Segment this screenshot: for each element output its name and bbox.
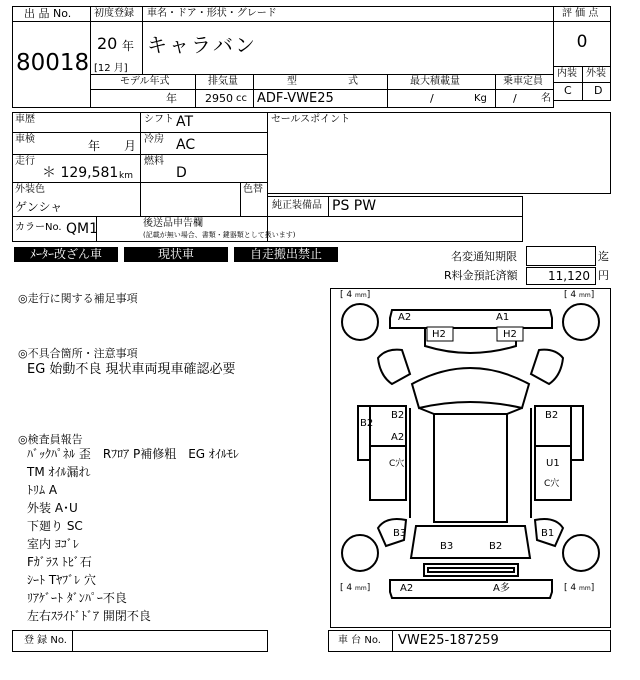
mileage-value: ＊ 129,581 — [42, 165, 119, 181]
sales-point-label: セールスポイント — [271, 114, 351, 125]
inspector-line: 左右ｽﾗｲﾄﾞﾄﾞｱ 開閉不良 — [27, 609, 151, 623]
displacement-unit: cc — [236, 93, 247, 104]
interior-label: 内装 — [557, 68, 577, 79]
mileage-unit: km — [119, 171, 133, 181]
color-no-value: QM1 — [66, 221, 99, 237]
car-name: キャラバン — [147, 33, 257, 57]
score-label: 評 価 点 — [562, 8, 599, 19]
reg-month: [12 月] — [94, 63, 128, 74]
damage-rear-center-b3: B3 — [440, 541, 454, 552]
type-label-1: 型 — [287, 76, 297, 87]
damage-left-panel-a2: A2 — [391, 432, 405, 443]
score-value: 0 — [576, 32, 588, 52]
capacity-unit: 名 — [541, 93, 551, 104]
inspector-line: ｼｰﾄ Tﾔﾌﾞﾚ 穴 — [27, 573, 96, 587]
damage-rear-center-b2: B2 — [489, 541, 503, 552]
front-fender-right — [531, 350, 563, 384]
badge-no-self-drive: 自走搬出禁止 — [234, 247, 338, 262]
damage-right-panel-c: C穴 — [544, 479, 560, 489]
ac-label: 冷房 — [144, 134, 164, 145]
tire-front-right — [563, 304, 599, 340]
first-reg-label: 初度登録 — [94, 8, 134, 19]
exterior-label: 外装 — [586, 68, 606, 79]
defects-title: ◎不具合箇所・注意事項 — [18, 347, 138, 360]
tire-depth-rear-right: [ 4 mm] — [564, 583, 595, 593]
damage-right-panel-u1: U1 — [546, 458, 560, 469]
inspector-line: TM ｵｲﾙ漏れ — [27, 465, 91, 479]
damage-rear-right-b1: B1 — [541, 528, 555, 539]
equipment-value: PS PW — [332, 198, 377, 214]
damage-left-panel-c: C穴 — [389, 459, 405, 469]
tire-rear-left — [342, 535, 378, 571]
tire-depth-front-left: [ 4 mm] — [340, 290, 371, 300]
max-load-label: 最大積載量 — [410, 76, 460, 87]
inspection-year: 年 — [88, 139, 101, 153]
badge-meter-tampered: ﾒｰﾀｰ改ざん車 — [14, 247, 118, 262]
rear-window-inner — [428, 568, 514, 572]
deadline-box — [526, 246, 596, 266]
capacity-sep: / — [513, 92, 517, 105]
lot-no-label: 出 品 No. — [24, 7, 72, 20]
defect-text: EG 始動不良 現状車両現車確認必要 — [27, 362, 236, 377]
inspector-line: ﾄﾘﾑ A — [27, 483, 58, 497]
windshield — [412, 368, 529, 408]
damage-hood-left: H2 — [432, 329, 446, 340]
rear-bumper — [390, 580, 552, 598]
max-load-sep: / — [430, 92, 434, 105]
car-name-label: 車名・ドア・形状・グレード — [147, 8, 277, 19]
recycle-label: R料金預託済額 — [444, 269, 518, 282]
docs-note: (記載が無い場合、書類・鍵器類として扱います) — [143, 231, 296, 239]
interior-grade: C — [564, 84, 572, 97]
type-label-2: 式 — [348, 76, 358, 87]
damage-front-left: A2 — [398, 312, 412, 323]
tire-depth-rear-left: [ 4 mm] — [340, 583, 371, 593]
front-fender-left — [378, 350, 410, 384]
ext-color-label: 外装色 — [15, 184, 45, 195]
right-slide-door — [535, 446, 571, 500]
ext-color-value: ゲンシャ — [15, 200, 63, 214]
inspector-line: 下廻り SC — [27, 519, 83, 533]
recycle-amount: 11,120 — [548, 269, 590, 283]
inspector-line: ﾘｱｹﾞｰﾄ ﾀﾞﾝﾊﾟｰ不良 — [27, 591, 127, 605]
tire-front-left — [342, 304, 378, 340]
inspection-month: 月 — [124, 139, 137, 153]
reg-no-label: 登 録 No. — [24, 635, 67, 646]
equipment-label: 純正装備品 — [272, 200, 322, 211]
left-slide-door — [370, 446, 406, 500]
docs-label: 後送品申告欄 — [143, 218, 203, 229]
tire-rear-right — [563, 535, 599, 571]
inspector-title: ◎検査員報告 — [18, 433, 83, 446]
shift-value: AT — [176, 114, 194, 130]
deadline-unit: 迄 — [598, 250, 609, 263]
color-no-label: カラーNo. — [15, 222, 62, 233]
damage-hood-right: H2 — [503, 329, 517, 340]
damage-rear-left: A2 — [400, 583, 414, 594]
damage-front-right: A1 — [496, 312, 510, 323]
damage-rear-left-b3: B3 — [393, 528, 407, 539]
inspector-line: Fｶﾞﾗｽ ﾄﾋﾞ石 — [27, 555, 92, 569]
shift-label: シフト — [144, 114, 174, 125]
fuel-label: 燃料 — [144, 156, 164, 167]
lot-number: 80018 — [16, 50, 90, 76]
recycle-unit: 円 — [598, 269, 609, 282]
damage-rear-right: A多 — [493, 583, 510, 594]
model-year-unit: 年 — [166, 92, 177, 105]
damage-left-panel-b2: B2 — [391, 410, 405, 421]
mileage-label: 走行 — [15, 156, 35, 167]
inspection-label: 車検 — [15, 134, 35, 145]
chassis-number: VWE25-187259 — [398, 633, 499, 648]
damage-left-side: B2 — [360, 418, 374, 429]
left-pillar — [358, 406, 370, 460]
tire-depth-front-right: [ 4 mm] — [564, 290, 595, 300]
inspector-line: 外装 A･U — [27, 501, 78, 515]
right-pillar — [571, 406, 583, 460]
capacity-label: 乗車定員 — [503, 76, 543, 87]
rear-window — [424, 564, 518, 576]
deadline-label: 名変通知期限 — [451, 250, 517, 263]
vehicle-diagram — [330, 288, 611, 628]
displacement-label: 排気量 — [208, 76, 238, 87]
inspector-line: 室内 ﾖｺﾞﾚ — [27, 537, 79, 551]
exterior-grade: D — [594, 84, 603, 97]
chassis-label: 車 台 No. — [338, 635, 381, 646]
model-code: ADF-VWE25 — [257, 91, 334, 106]
inspector-line: ﾊﾞｯｸﾊﾟﾈﾙ 歪 Rﾌﾛｱ P補修粗 EG ｵｲﾙﾓﾚ — [27, 447, 239, 461]
reg-year-unit: 年 — [122, 39, 135, 53]
model-year-label: モデル年式 — [120, 76, 170, 87]
driving-title: ◎走行に関する補足事項 — [18, 292, 138, 305]
history-label: 車歴 — [15, 114, 35, 125]
badge-as-is: 現状車 — [124, 247, 228, 262]
fuel-value: D — [176, 165, 187, 181]
rear-gate — [411, 526, 530, 558]
displacement-value: 2950 — [205, 92, 233, 105]
color-change-label: 色替 — [243, 184, 263, 195]
ac-value: AC — [176, 137, 196, 153]
front-bumper — [390, 310, 552, 328]
max-load-unit: Kg — [474, 93, 487, 104]
roof — [434, 414, 507, 522]
damage-right-side: B2 — [545, 410, 559, 421]
reg-year: 20 — [97, 34, 118, 53]
